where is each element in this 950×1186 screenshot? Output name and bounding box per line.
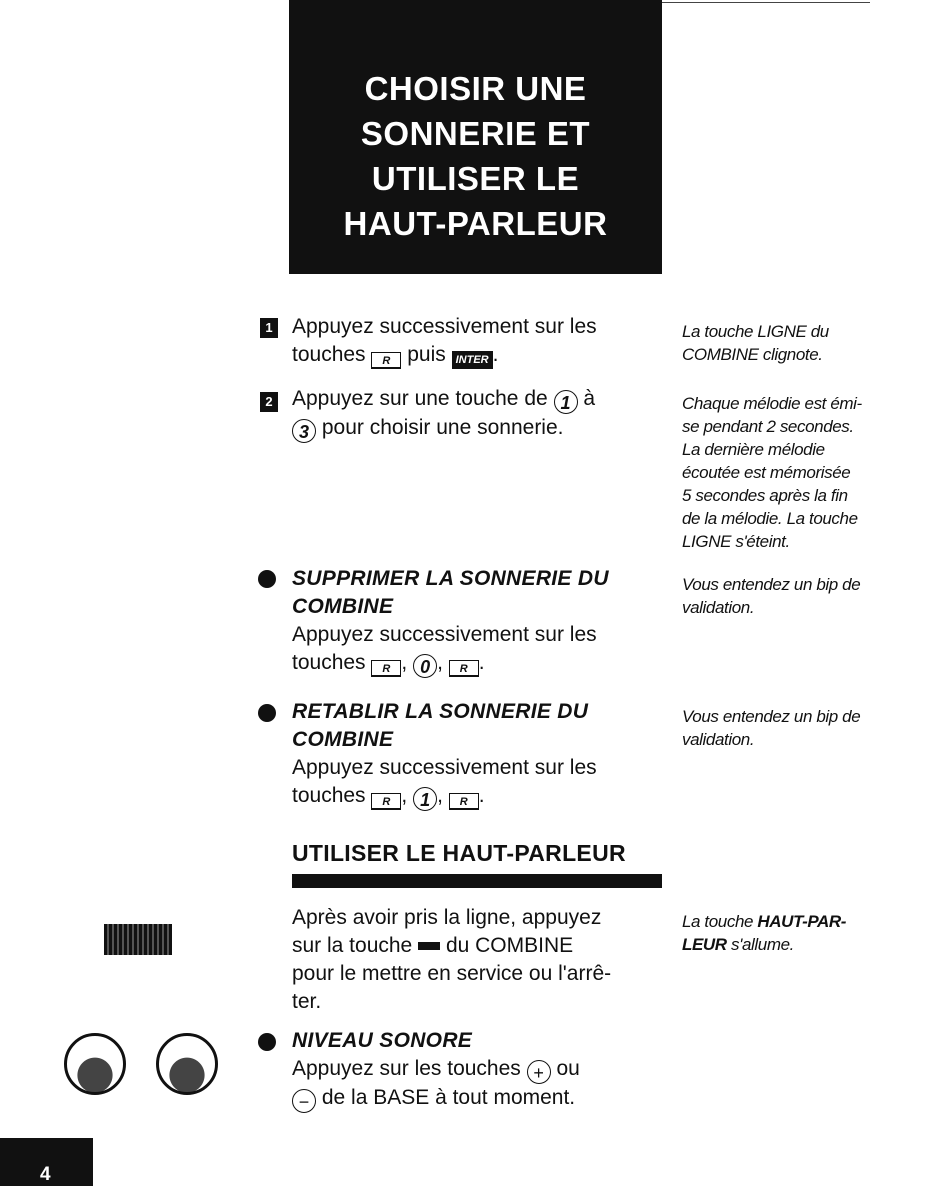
action-suppress-line-2: touches R , 0 , R . [292,651,485,677]
step-1-line-1: Appuyez successivement sur les [292,315,597,338]
step-1-period: . [492,343,499,366]
inter-key: INTER [452,351,493,369]
action-suppress-note: Vous entendez un bip de validation. [682,575,861,617]
volume-minus-button-icon [156,1033,218,1095]
bullet-icon [258,570,276,588]
step-2-note: Chaque mélodie est émi- se pendant 2 secondes. La dernière mélodie écoutée est mémorisée 5 secondes après la fin de la mélodie. La touche LIGNE s'éteint. [682,394,862,551]
speaker-note-suffix: s'allume. [726,935,794,954]
volume-line-2 [292,1084,662,1113]
speaker-note [682,910,912,956]
action-restore-line-2: touches R , 1 , R . [292,784,485,810]
action-restore [292,698,652,811]
speaker-note-prefix: La touche [682,912,758,931]
speaker-line-2 [292,932,662,960]
plus-key: + [527,1060,551,1084]
action-suppress [292,565,652,678]
top-rule [660,2,870,3]
r-key: R [449,793,479,810]
volume-block [292,1027,662,1113]
action-suppress-line-1: Appuyez successivement sur les [292,623,597,646]
step-number-2: 2 [260,392,278,412]
r-key: R [371,793,401,810]
step-2-line-1 [292,385,652,414]
r-key: R [371,660,401,677]
action-suppress-title: SUPPRIMER LA SONNERIE DU COMBINE [292,567,609,618]
digit-key-3: 3 [292,419,316,443]
speaker-line-1: Après avoir pris la ligne, appuyez [292,906,602,929]
section-rule [292,874,662,888]
step-1-touches-label: touches [292,343,366,366]
page-number-box [0,1138,93,1186]
volume-line-1 [292,1055,662,1084]
step-1-text [292,313,652,369]
digit-key-1: 1 [554,390,578,414]
title-block [289,0,662,274]
volume-plus-button-icon [64,1033,126,1095]
speaker-line-2-suffix: du COMBINE [445,934,574,957]
volume-line-1-prefix: Appuyez sur les touches [292,1057,521,1080]
step-1-puis-label: puis [407,343,446,366]
r-key: R [449,660,479,677]
step-2-text [292,385,652,443]
page-number: 4 [40,1164,51,1185]
speaker-line-4: ter. [292,990,322,1013]
minus-key: − [292,1089,316,1113]
speaker-note-key: HAUT-PAR- LEUR [682,912,847,954]
action-restore-note: Vous entendez un bip de validation. [682,707,861,749]
step-number-1: 1 [260,318,278,338]
volume-line-1-suffix: ou [556,1057,580,1080]
volume-title: NIVEAU SONORE [292,1029,473,1052]
step-2-line-1-prefix: Appuyez sur une touche de [292,387,548,410]
digit-key-0: 0 [413,654,437,678]
action-restore-title: RETABLIR LA SONNERIE DU COMBINE [292,700,589,751]
step-2-line-2-suffix: pour choisir une sonnerie. [321,416,564,439]
step-1-note: La touche LIGNE du COMBINE clignote. [682,322,829,364]
speaker-line-2-prefix: sur la touche [292,934,413,957]
action-restore-line-1: Appuyez successivement sur les [292,756,597,779]
step-1-line-2 [292,341,652,369]
step-2-a-label: à [583,387,596,410]
hands-free-key-icon [418,942,440,950]
volume-line-2-suffix: de la BASE à tout moment. [321,1086,576,1109]
section-title: UTILISER LE HAUT-PARLEUR [292,840,626,866]
digit-key-1: 1 [413,787,437,811]
bullet-icon [258,1033,276,1051]
bullet-icon [258,704,276,722]
speaker-key-icon [104,924,172,955]
page-title: CHOISIR UNE SONNERIE ET UTILISER LE HAUT-PARLEUR [343,70,608,242]
action-restore-touches: touches [292,784,366,807]
speaker-line-3: pour le mettre en service ou l'arrê- [292,962,612,985]
action-suppress-touches: touches [292,651,366,674]
r-key: R [371,352,401,369]
step-2-line-2 [292,414,652,443]
speaker-paragraph [292,904,662,1016]
